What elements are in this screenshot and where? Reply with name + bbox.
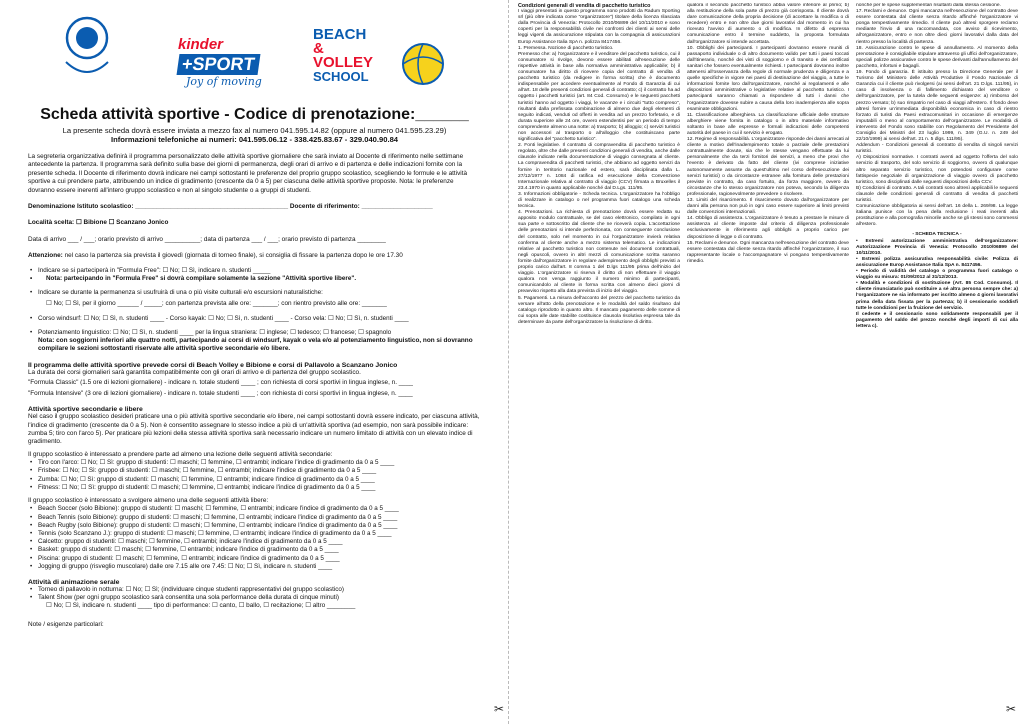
kinder-wordmark: kinder [178,36,224,53]
secondarie-text: Nel caso il gruppo scolastico desideri praticare una o più attività sportive secondarie e/o libere, nei campi sottostanti dovrà essere indicato, per ciascuna attività, l'indice di gradimento (crescente da 0 a 5). Non è consentito assegnare lo stesso indice a più di un'attività sportiva (ad esempio, non sarà possibile indicare: zumba 5; tiro con l'arco 5). Per praticare più lezioni della stessa attività sportiva sarà necessario indicare un numero limitato di attività con un elevato indice di gradimento. [28,413,480,446]
fax-instructions: La presente scheda dovrà essere inviata a mezzo fax al numero 041.595.14.82 (oppure al numero 041.595.23.29) [62,126,447,135]
conditions-title: Condizioni generali di vendita di pacchetto turistico [518,3,651,9]
conditions-text-3: nonché per le spese supplementari risultanti dalla stessa cessione. 17. Reclami e denunce. Ogni mancanza nell'esecuzione del contratto deve essere contestata dal cliente senza ritardo affinché l'organizzatore vi ponga tempestivamente rimedio. Il cliente può altresì sporgere reclamo mediante l'invio di una raccomandata, con avviso di ricevimento, all'organizzatore, entro e non oltre dieci giorni lavorativi dalla data del rientro presso la località di partenza. 18. Assicurazione contro le spese di annullamento. Al momento della prenotazione è consigliabile stipulare attraverso gli uffici dell'organizzatore, speciali polizze assicurative contro le spese derivanti dall'annullamento del pacchetto, infortuni e bagagli. 19. Fondo di garanzia. È istituito presso la Direzione Generale per il Turismo del Ministero delle Attività Produttive il Fondo Nazionale di Garanzia cui il cliente può rivolgersi (ai sensi dell'art. 21 D.lgs. 111/95), in caso di insolvenza o di fallimento dichiarato del venditore o dell'organizzatore, per la tutela delle seguenti esigenze: a) rimborso del prezzo versato; b) suo rimpatrio nel caso di viaggi all'estero. Il fondo deve altresì fornire un'immediata disponibilità economica in caso di rientro forzato di turisti da Paesi extracomunitari in occasione di emergenze imputabili o meno al comportamento dell'organizzatore. Le modalità di intervento del Fondo sono stabilite con Regolamento del Presidente del Consiglio dei Ministri del 23 luglio 1999, n. 349 (G.U. n. 249 del 22/10/1999) ai sensi dell'art. 21 n. 5 dlgs. 111/95). Addendum - Condizioni generali di contratto di vendita di singoli servizi turistici. A) Disposizioni normative. I contratti aventi ad oggetto l'offerta del solo servizio di trasporto, del solo servizio di soggiorno, ovvero di qualunque altro separato servizio turistico, non potendosi configurare come fattispecie negoziale di organizzazione di viaggio ovvero di pacchetto turistico, sono disciplinati dalle seguenti disposizioni della CCV. B) Condizioni di contratto. A tali contratti sono altresì applicabili le seguenti clausole delle condizioni generali di contratto di vendita di pacchetti turistici. Comunicazione obbligatoria ai sensi dell'art. 16 della L. 269/98. La legge italiana punisce con la pena della reclusione i reati inerenti alla prostituzione e alla pornografia minorile anche se gli stessi sono commessi all'estero. [856,3,1018,228]
talent-show-details[interactable]: ☐ No; ☐ Sì, indicare n. studenti ____ tipo di performance: ☐ canto, ☐ ballo, ☐ recitazione; ☐ altro ________ [46,602,356,610]
booking-form-page [0,0,505,724]
minivolley-logo [388,30,458,94]
corsi-question[interactable]: • Corso windsurf: ☐ No; ☐ Sì, n. studenti ____ - Corso kayak: ☐ No; ☐ Sì, n. studenti ____ - Corso vela: ☐ No; ☐ Sì, n. studenti ____ [28,315,481,323]
attenzione-note [28,252,481,260]
localita-field[interactable] [28,219,481,227]
tennis-option[interactable]: • Tennis (solo Scanzano J.): gruppo di studenti: ☐ maschi; ☐ femmine, ☐ entrambi; indicare l'indice di gradimento da 0 a 5 ____ [28,530,481,538]
bvs-line-2: & VOLLEY [313,40,374,71]
sport-wordmark: +SPORT [177,54,260,75]
secondarie-interest: Il gruppo scolastico è interessato a prendere parte ad almeno una lezione delle seguenti attività secondarie: [28,450,333,458]
bvs-line-1: BEACH [313,26,367,43]
zumba-option[interactable]: • Zumba: ☐ No; ☐ Sì: gruppo di studenti: ☐ maschi; ☐ femmine, ☐ entrambi; indicare l'indice di gradimento da 0 a 5 ____ [28,476,481,484]
phone-info: Informazioni telefoniche ai numeri: 041.595.06.12 - 338.425.83.67 - 329.040.90.84 [110,135,399,144]
visite-options[interactable]: ☐ No; ☐ Sì, per il giorno ______ / _____; con partenza prevista alle ore: _______; con rientro previsto alle ore: _______ [46,300,387,308]
programma-text: La durata dei corsi giornalieri sarà garantita compatibilmente con gli orari di arrivo e di partenza del gruppo scolastico. [28,368,361,376]
logo-bar [28,0,481,100]
localita-label: Località scelta: [28,219,75,227]
intro-paragraph: La segreteria organizzativa definirà il programma personalizzato delle attività sportive giornaliere che sarà inviato al Docente di riferimento nelle settimane antecedente la partenza. Il programma sarà definito sulla base dei giorni di permanenza, degli orari di arrivo e di partenza e delle indicazioni fornite con la presente scheda. Il Docente di riferimento dovrà indicare nei campi sottostanti le preferenze del proprio gruppo scolastico, scegliendo le formule e le attività sportive a cui prendere parte, attribuendo un indice di gradimento (crescente da 0 a 5) per ciascuna delle attività sportive proposte. Nota: le preferenze dovranno essere inerenti all'intero gruppo scolastico e non al singolo studente o a gruppi di studenti. [28,153,468,194]
fitness-option[interactable]: • Fitness: ☐ No; ☐ Sì: gruppo di studenti: ☐ maschi; ☐ femmine, ☐ entrambi; indicare l'indice di gradimento da 0 a 5 ____ [28,484,481,492]
formula-free-question[interactable]: • Indicare se si parteciperà in "Formula Free": ☐ No; ☐ Sì, indicare n. studenti _____ [28,267,481,275]
calcetto-option[interactable]: • Calcetto: gruppo di studenti: ☐ maschi; ☐ femmine, ☐ entrambi; indicare l'indice di gradimento da 0 a 5 ____ [28,538,481,546]
talent-show-option: • Talent Show (per ogni gruppo scolastico sarà consentita una sola performance della durata di cinque minuti) [28,594,481,602]
torneo-notturna-option[interactable]: • Torneo di pallavolo in notturna: ☐ No; ☐ Sì; (individuare cinque studenti rappresentativi del gruppo scolastico) [28,586,481,594]
potenziamento-note: Nota: con soggiorni inferiori alle quattro notti, partecipando ai corsi di windsurf, kayak o vela e/o al potenziamento linguistico, non si dovranno compilare le sezioni sottostanti riservate alle attività sportive secondarie e/o libere. [38,337,473,353]
bvs-line-3: SCHOOL [313,69,369,84]
attenzione-label: Attenzione: [28,252,63,260]
beach-rugby-option[interactable]: • Beach Rugby (solo Bibione): gruppo di studenti: ☐ maschi; ☐ femmine, ☐ entrambi; indicare l'indice di gradimento da 0 a 5 ____ [28,522,481,530]
conditions-page [512,0,1024,724]
date-field[interactable]: Data di arrivo ___ / ___; orario previsto di arrivo __________; data di partenza ___ / ___; orario previsto di partenza ________ [28,235,386,243]
note-field[interactable]: Note / esigenze particolari: [28,620,104,628]
frisbee-option[interactable]: • Frisbee: ☐ No; ☐ Sì: gruppo di studenti: ☐ maschi; ☐ femmine, ☐ entrambi; indicare l'indice di gradimento da 0 a 5 ____ [28,467,481,475]
scheda-tecnica-title: - SCHEDA TECNICA - [912,232,962,238]
programma-title: Il programma delle attività sportive prevede corsi di Beach Volley e Bibione e corsi di Pallavolo a Scanzano Jonico [28,361,398,369]
localita-options[interactable]: ☐ Bibione ☐ Scanzano Jonico [74,219,169,227]
beach-tennis-option[interactable]: • Beach Tennis (solo Bibione): gruppo di studenti: ☐ maschi; ☐ femmine, ☐ entrambi; indicare l'indice di gradimento da 0 a 5 ____ [28,514,481,522]
scheda-tecnica-items: • Estremi autorizzazione amministrativa dell'organizzatore: Autorizzazione Provincia di Venezia: Protocollo 2010/06899 del 10/11/2010. • Estremi polizza assicurativa responsabilità civile: Polizza di assicurazione Europ Assistance Italia SpA n. 8417456. • Periodo di validità del catalogo o programma fuori catalogo o viaggio su misura: 01/09/2012 al 31/12/2013. • Modalità e condizioni di sostituzione (Art. 85 Cod. Consumo). Il cliente rinunciatario può sostituire a sé altra persona sempre che: a) l'organizzatore ne sia informato per iscritto almeno 4 giorni lavorativi prima della data fissata per la partenza; b) il cessionario soddisfi tutte le condizioni per la fruizione del servizio. Il cedente e il cessionario sono solidamente responsabili per il pagamento del saldo del prezzo nonché degli importi di cui alla lettera c). [856,238,1018,329]
conditions-text-2: qualora il secondo pacchetto turistico abbia valore inferiore al primo; b) alla restituzione della sola parte di prezzo già corrisposta. Il cliente dovrà dare comunicazione della propria decisione (di accettare la modifica o di recedere) entro e non oltre due giorni lavorativi dal momento in cui ha ricevuto l'avviso di aumento o di modifica. In difetto di espressa comunicazione entro il termine suddetto, la proposta formulata dall'organizzatore si intende accettata. 10. Obblighi dei partecipanti. I partecipanti dovranno essere muniti di passaporto individuale o di altro documento valido per tutti i paesi toccati dall'itinerario, nonché dei visti di soggiorno e di transito e dei certificati sanitari che fossero eventualmente richiesti. I partecipanti dovranno inoltre attenersi all'osservanza della regole di normale prudenza e diligenza e a quelle specifiche in vigore nei paesi di destinazione del viaggio, a tutte le informazioni fornite loro dall'organizzatore, nonché ai regolamenti e alle disposizioni amministrative o legislative relative al pacchetto turistico. I partecipanti saranno chiamati a rispondere di tutti i danni che l'organizzatore dovesse subire a causa della loro inadempienza alle sopra esaminate obbligazioni. 11. Classificazione alberghiera. La classificazione ufficiale delle strutture alberghiere viene fornita in catalogo o in altro materiale informativo soltanto in base alle espresse e formali indicazioni delle competenti autorità del paese in cui il servizio è erogato. 12. Regime di responsabilità. L'organizzatore risponde dei danni arrecati al cliente a motivo dell'inadempimento totale o parziale delle prestazioni contrattualmente dovute, sia che le stesse vengano effettuate da lui personalmente che da terzi fornitori dei servizi, a meno che provi che l'evento è derivato da fatto del cliente (ivi comprese iniziative autonomamente assunte da quest'ultimo nel corso dell'esecuzione dei servizi turistici) o da circostanze estranee alla fornitura delle prestazioni previste in contratto, da caso fortuito, da forza maggiore, ovvero da circostanze che lo stesso organizzatore non poteva, secondo la diligenza professionale, ragionevolmente prevedere o risolvere. 13. Limiti del risarcimento. Il risarcimento dovuto dall'organizzatore per danni alla persona non può in ogni caso essere superiore ai limiti previsti dalle convenzioni internazionali. 14. Obbligo di assistenza. L'organizzatore è tenuto a prestare le misure di assistenza al cliente imposte dal criterio di diligenza professionale esclusivamente in riferimento agli obblighi a proprio carico per disposizione di legge o di contratto. 15. Reclami e denunce. Ogni mancanza nell'esecuzione del contratto deve essere contestata dal cliente senza ritardo affinché l'organizzatore, il suo rappresentante locale o l'accompagnatore vi pongano tempestivamente rimedio. [687,3,849,264]
fold-line [508,0,509,724]
beach-soccer-option[interactable]: • Beach Soccer (solo Bibione): gruppo di studenti: ☐ maschi; ☐ femmine, ☐ entrambi; indicare l'indice di gradimento da 0 a 5 ____ [28,505,481,513]
secondarie-title: Attività sportive secondarie e libere [28,406,143,414]
tiro-arco-option[interactable]: • Tiro con l'arco: ☐ No; ☐ Sì: gruppo di studenti: ☐ maschi; ☐ femmine, ☐ entrambi; indicare l'indice di gradimento da 0 a 5 ____ [28,459,481,467]
kinder-sport-logo [178,36,288,98]
basket-option[interactable]: • Basket: gruppo di studenti: ☐ maschi; ☐ femmine, ☐ entrambi; indicare l'indice di gradimento da 0 a 5 ____ [28,546,481,554]
potenziamento-question[interactable]: • Potenziamento linguistico: ☐ No; ☐ Sì, n. studenti ____ per la lingua straniera: ☐ inglese; ☐ tedesco; ☐ francese; ☐ spagnolo [28,329,481,337]
conditions-text-1: I viaggi presentati in questo programma sono prodotti da Radum Sporting srl (più oltre indicata come "organizzatore") titolare della licenza rilasciata dalla Provincia di Venezia: Protocollo 2010/06899 del 10/11/2010 e sono coperti per la responsabilità civile nei confronti dei clienti ai sensi delle leggi vigenti da assicurazione stipulata con la compagnia di assicurazioni Europ Assistance Italia SpA n. polizza 8417456. 1. Premessa. Nozione di pacchetto turistico. Premesso che: a) l'organizzatore e il venditore del pacchetto turistico, cui il consumatore si rivolge, devono essere abilitati all'esecuzione delle rispettive attività in base alla normativa amministrativa applicabile; b) il consumatore ha diritto di ricevere copia del contratto di vendita di pacchetto turistico (da redigere in forma scritta) che è documento indispensabile per accedere eventualmente al Fondo di Garanzia di cui all'art. 18 delle presenti condizioni generali di contratto; c) il contratto ha ad oggetto i pacchetti turistici (art. 84 Cod. Consumo) e le seguenti pacchetti turistici hanno ad oggetto i viaggi, le vacanze e i circuiti "tutto compreso", risultanti dalla prefissata combinazione di almeno due degli elementi di seguito indicati, venduti od offerti in vendita ad un prezzo forfetario, e di durata superiore alle 24 ore, ovvero estendentisi per un periodo di tempo comprendente almeno una notte: a) trasporto; b) alloggio; c) servizi turistici non accessori al trasporto o all'alloggio che costituiscano parte significativa del "pacchetto turistico". 2. Fonti legislative. Il contratto di compravendita di pacchetto turistico è regolato, oltre che dalle presenti condizioni generali di vendita, anche dalle clausole indicate nella documentazione di viaggio consegnata al cliente. La compravendita di pacchetti turistici, che abbiano ad oggetto servizi da fornire in territorio nazionale ed estero, sarà disciplinata dalla L. 27/12/1977 n. 1084 di ratifica ed esecuzione della Convenzione Internazionale relativa al contratto di viaggio (CCV) firmata a Bruxelles il 23.4.1970 in quanto applicabile nonché dal D.Lgs. 111/95. 3. Informazioni obbligatorie - Scheda tecnica. L'organizzatore ha l'obbligo di realizzare in catalogo o nel programma fuori catalogo una scheda tecnica. 4. Prenotazioni. La richiesta di prenotazione dovrà essere redatta su apposito modulo contrattuale, se del caso elettronico, compilato in ogni sua parte e sottoscritto dal cliente che ne riceverà copia. L'accettazione delle prenotazioni si intende perfezionata, con conseguente conclusione del contratto, solo nel momento in cui l'organizzatore invierà relativa conferma al cliente anche a mezzo sistema telematico. Le indicazioni relative al pacchetto turistico non contenute nei documenti contrattuali, negli opuscoli, ovvero in altri mezzi di comunicazione scritta saranno fornite dall'organizzatore in regolare adempimento degli obblighi previsti a proprio carico dall'art. 8 comma 1 del D.lgs 111/95 prima dell'inizio del viaggio. L'organizzatore si riserva il diritto di non effettuare il viaggio qualora non venga raggiunto il numero minimo di partecipanti, comunicandolo al cliente in forma scritta con almeno dieci giorni di preavviso rispetto alla data prevista di inizio del viaggio. 5. Pagamenti. La misura dell'acconto del prezzo del pacchetto turistico da versare all'atto della prenotazione e le modalità del saldo risultano dal catalogo riprodotto in quanto altro. Il mancato pagamento delle somme di cui sopra alle date stabilite costituisce clausola risolutiva espressa tale da determinare da parte dell'organizzatore la risoluzione di diritto. [518,9,680,325]
attenzione-text: nel caso la partenza sia prevista il giovedì (giornata di torneo finale), si consiglia di fissare la partenza dopo le ore 17.30 [62,252,403,260]
jogging-option[interactable]: • Jogging di gruppo (risveglio muscolare) dalle ore 7.15 alle ore 7.45: ☐ No; ☐ Sì, indicare n. studenti ____ [28,563,481,571]
serale-title: Attività di animazione serale [28,578,120,586]
scissors-icon: ✂ [1006,702,1017,716]
formula-intensive-option[interactable]: "Formula Intensive" (3 ore di lezioni giornaliere) - indicare n. totale studenti ____ ; con richiesta di corsi sportivi in lingua inglese, n. ____ [28,389,413,397]
piscina-option[interactable]: • Piscina: gruppo di studenti: ☐ maschi; ☐ femmine, ☐ entrambi; indicare l'indice di gradimento da 0 a 5 ____ [28,555,481,563]
fipav-logo [54,12,120,90]
istituto-field[interactable]: Denominazione Istituto scolastico: ___________________________________________ Docente di riferimento: ____________________ [28,203,433,211]
formula-free-note: • Nota: partecipando in "Formula Free" si dovrà compilare solamente la sezione "Attività sportive libere". [28,275,481,283]
conditions-column-2 [687,3,849,719]
beach-volley-school-logo [313,28,378,96]
joy-of-moving-wordmark: Joy of moving [186,75,262,88]
form-title: Scheda attività sportive - Codice di prenotazione:______ [40,106,469,123]
conditions-column-3 [856,3,1018,719]
scissors-icon: ✂ [494,702,505,716]
libere-interest: Il gruppo scolastico è interessato a svolgere almeno una delle seguenti attività libere: [28,496,269,504]
formula-classic-option[interactable]: "Formula Classic" (1.5 ore di lezioni giornaliere) - indicare n. totale studenti ____ ; con richiesta di corsi sportivi in lingua inglese, n. ____ [28,379,413,387]
conditions-column-1 [518,3,680,719]
visite-question: • Indicare se durante la permanenza si usufruirà di una o più visite culturali e/o escursioni naturalistiche: [28,289,481,297]
